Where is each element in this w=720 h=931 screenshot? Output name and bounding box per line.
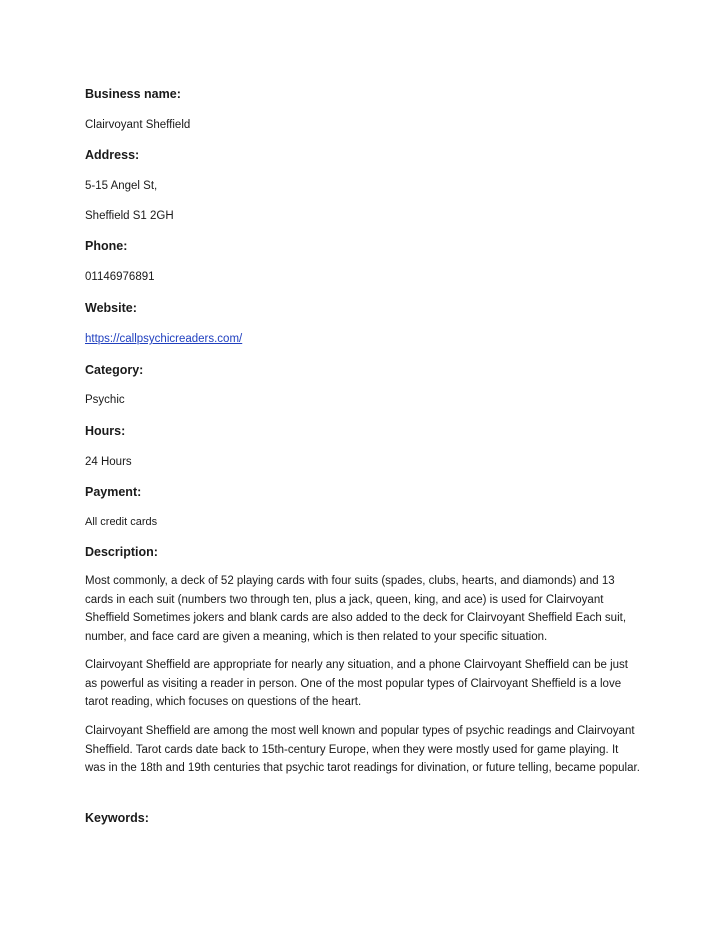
hours-label: Hours: [85,424,126,438]
business-name-value: Clairvoyant Sheffield [85,119,191,131]
description-paragraph: Clairvoyant Sheffield are among the most well known and popular types of psychic readings and Clairvoyant Sheffield. Tarot cards date back to 15th-century Europe, when they were mostly used for game playing. It was in the 18th and 19th centuries that psychic tarot readings for divination, or future telling, became popular. [85,725,640,775]
category-value: Psychic [85,394,125,406]
description-label: Description: [85,545,158,559]
description-paragraph: Most commonly, a deck of 52 playing cards with four suits (spades, clubs, hearts, and diamonds) and 13 cards in each suit (numbers two through ten, plus a jack, queen, king, and ace) is used for Clairvoyant Sheffield Sometimes jokers and blank cards are also added to the deck for Clairvoyant Sheffield Each suit, number, and face card are given a meaning, which is then related to your specific situation. [85,575,627,643]
address-line-2: Sheffield S1 2GH [85,210,174,222]
website-label: Website: [85,301,137,315]
address-line-1: 5-15 Angel St, [85,180,158,192]
website-link[interactable]: https://callpsychicreaders.com/ [85,333,243,345]
payment-value: All credit cards [85,516,158,528]
business-name-label: Business name: [85,87,181,101]
phone-label: Phone: [85,239,128,253]
payment-label: Payment: [85,485,142,499]
keywords-label: Keywords: [85,811,149,825]
hours-value: 24 Hours [85,456,132,468]
category-label: Category: [85,363,144,377]
address-label: Address: [85,148,140,162]
description-paragraph: Clairvoyant Sheffield are appropriate for nearly any situation, and a phone Clairvoyant Sheffield can be just as powerful as visiting a reader in person. One of the most popular types of Clairvoyant Sheffield is a love tarot reading, which focuses on questions of the heart. [85,659,628,709]
phone-value: 01146976891 [85,271,155,283]
